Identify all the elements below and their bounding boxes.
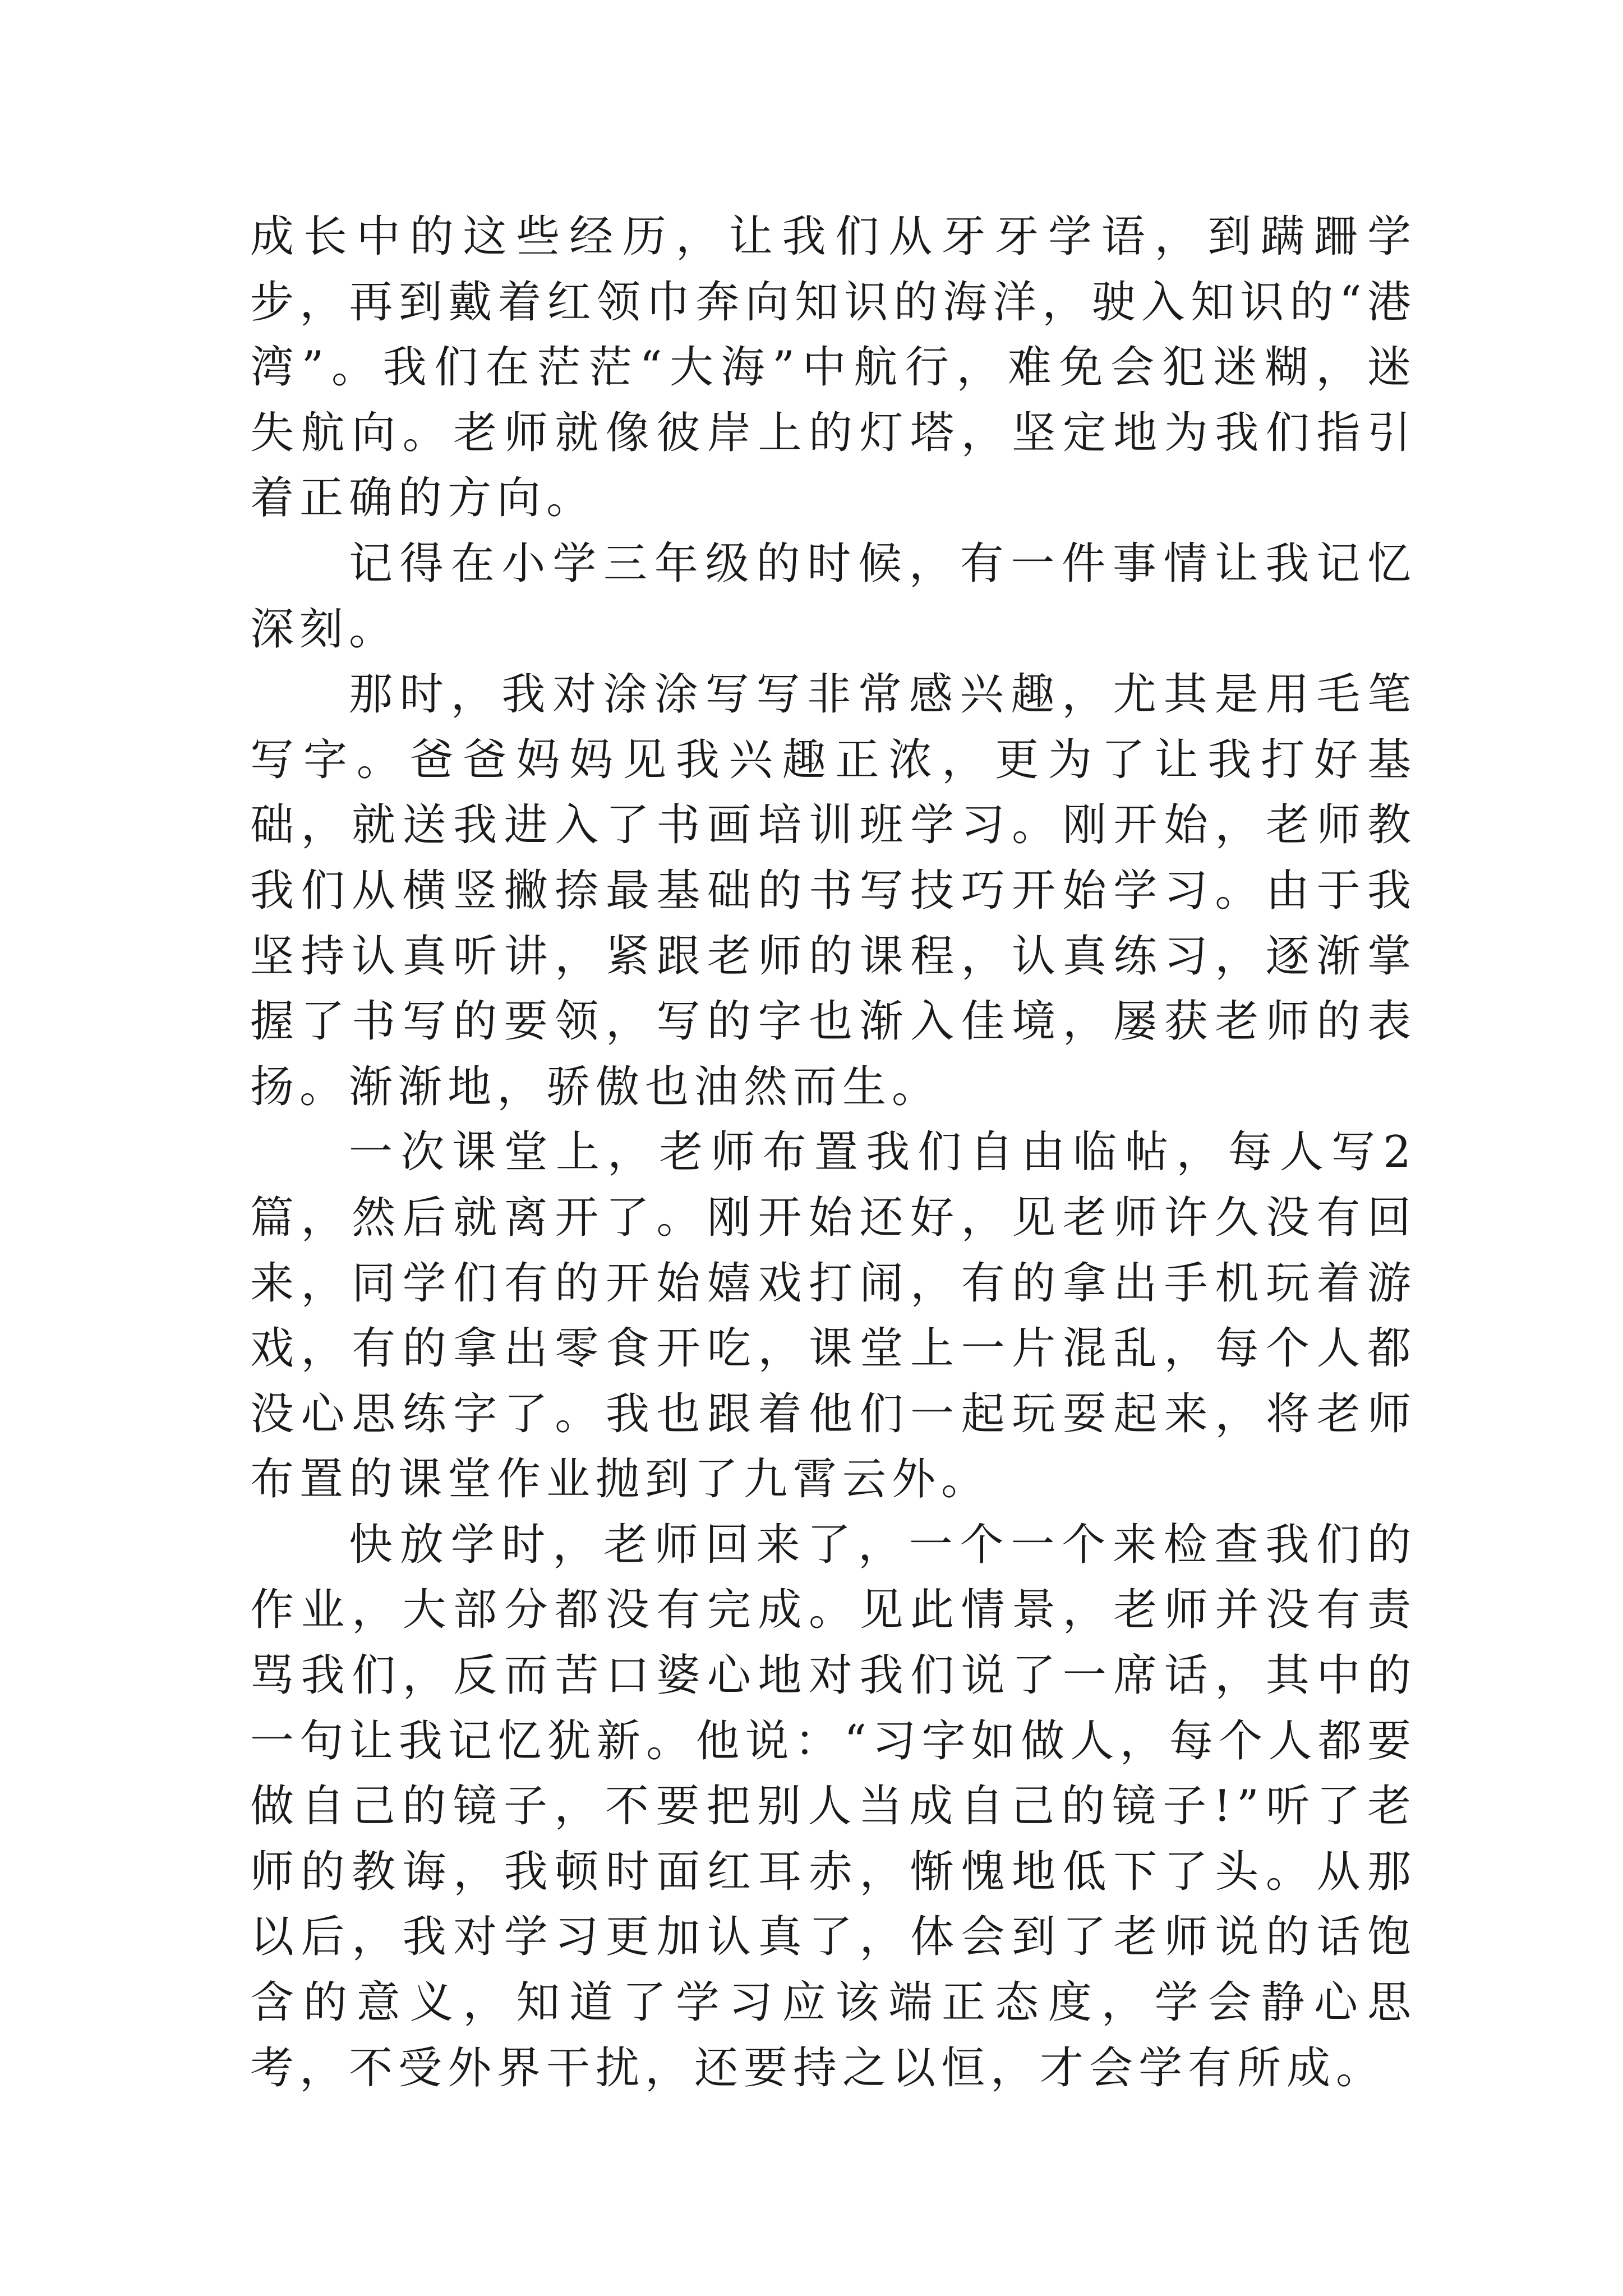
paragraph-3: 那时，我对涂涂写写非常感兴趣，尤其是用毛笔写字。爸爸妈妈见我兴趣正浓，更为了让我打好基础，就送我进入了书画培训班学习。刚开始，老师教我们从横竖撇捺最基础的书写技巧开始学习。由于我坚持认真听讲，紧跟老师的课程，认真练习，逐渐掌握了书写的要领，写的字也渐入佳境，屡获老师的表扬。渐渐地，骄傲也油然而生。 bbox=[250, 669, 1417, 1112]
paragraph-4: 一次课堂上，老师布置我们自由临帖，每人写2篇，然后就离开了。刚开始还好，见老师许久没有回来，同学们有的开始嬉戏打闹，有的拿出手机玩着游戏，有的拿出零食开吃，课堂上一片混乱，每个人都没心思练字了。我也跟着他们一起玩耍起来，将老师布置的课堂作业抛到了九霄云外。 bbox=[250, 1127, 1417, 1505]
paragraph-5: 快放学时，老师回来了，一个一个来检查我们的作业，大部分都没有完成。见此情景，老师并没有责骂我们，反而苦口婆心地对我们说了一席话，其中的一句让我记忆犹新。他说：“习字如做人，每个人都要做自己的镜子，不要把别人当成自己的镜子!”听了老师的教诲，我顿时面红耳赤，惭愧地低下了头。从那以后，我对学习更加认真了，体会到了老师说的话饱含的意义，知道了学习应该端正态度，学会静心思考，不受外界干扰，还要持之以恒，才会学有所成。 bbox=[250, 1519, 1417, 2093]
paragraph-2: 记得在小学三年级的时候，有一件事情让我记忆深刻。 bbox=[250, 538, 1417, 655]
paragraph-1: 成长中的这些经历，让我们从牙牙学语，到蹒跚学步，再到戴着红领巾奔向知识的海洋，驶入知识的“港湾”。我们在茫茫“大海”中航行，难免会犯迷糊，迷失航向。老师就像彼岸上的灯塔，坚定地为我们指引着正确的方向。 bbox=[250, 211, 1417, 524]
document-body bbox=[250, 204, 1417, 2101]
